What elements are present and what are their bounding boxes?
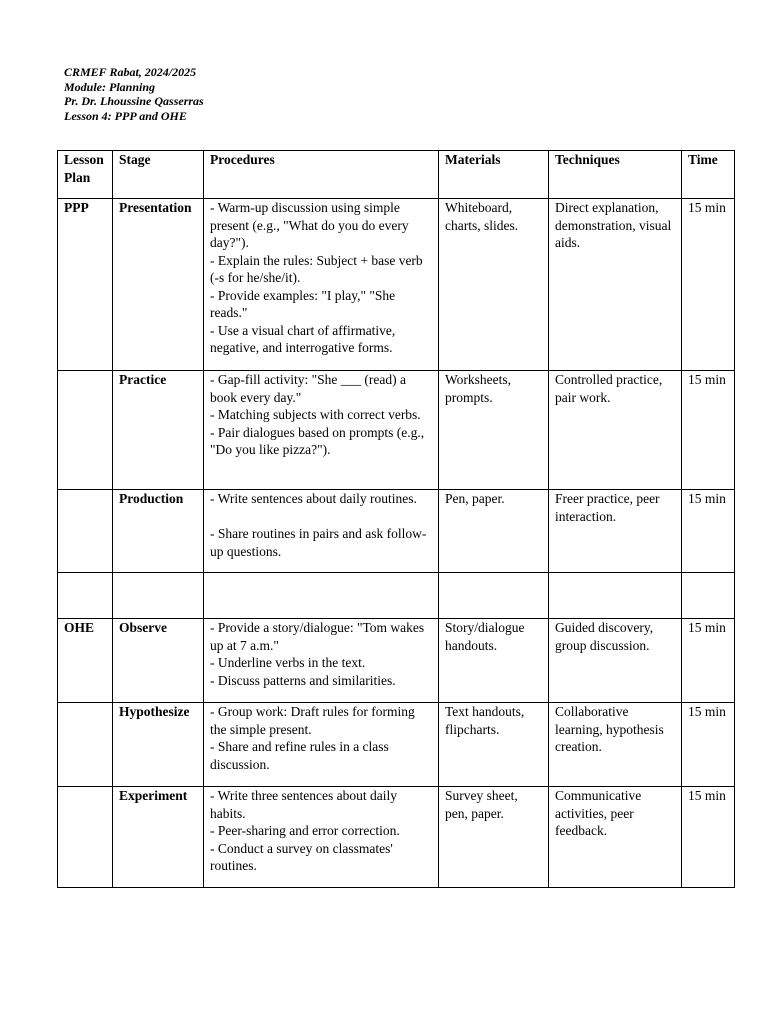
lesson-plan-cell	[58, 371, 113, 490]
stage-cell: Presentation	[113, 199, 204, 371]
procedure-item: - Share and refine rules in a class discussion.	[210, 739, 389, 772]
procedures-cell	[204, 490, 439, 573]
time-cell: 15 min	[682, 787, 735, 888]
table-body	[58, 199, 735, 888]
procedure-item: - Peer-sharing and error correction.	[210, 823, 400, 838]
document-header	[64, 65, 204, 123]
procedure-item: - Underline verbs in the text.	[210, 655, 366, 670]
lesson-plan-cell: OHE	[58, 619, 113, 703]
time-cell	[682, 573, 735, 619]
time-cell: 15 min	[682, 371, 735, 490]
stage-cell	[113, 573, 204, 619]
materials-cell: Whiteboard, charts, slides.	[439, 199, 549, 371]
header-instructor: Pr. Dr. Lhoussine Qasserras	[64, 94, 204, 108]
column-header-time: Time	[682, 151, 735, 199]
procedure-item: - Provide examples: "I play," "She reads."	[210, 287, 396, 320]
procedure-item: - Matching subjects with correct verbs.	[210, 407, 421, 422]
table-row	[58, 573, 735, 619]
table-row	[58, 490, 735, 573]
procedures-cell	[204, 703, 439, 787]
time-cell: 15 min	[682, 703, 735, 787]
column-header-stage: Stage	[113, 151, 204, 199]
materials-cell: Worksheets, prompts.	[439, 371, 549, 490]
procedure-item: - Write sentences about daily routines.	[210, 491, 417, 506]
time-cell: 15 min	[682, 490, 735, 573]
table-row	[58, 703, 735, 787]
procedure-item: - Discuss patterns and similarities.	[210, 672, 396, 688]
table-row	[58, 371, 735, 490]
lesson-plan-cell	[58, 787, 113, 888]
procedures-cell	[204, 619, 439, 703]
column-header-materials: Materials	[439, 151, 549, 199]
header-institution: CRMEF Rabat, 2024/2025	[64, 65, 197, 79]
column-header-procedures: Procedures	[204, 151, 439, 199]
lesson-plan-cell	[58, 573, 113, 619]
procedures-cell	[204, 573, 439, 619]
lesson-plan-cell	[58, 490, 113, 573]
procedure-item: - Warm-up discussion using simple present (e.g., "What do you do every day?").	[210, 200, 409, 250]
time-cell: 15 min	[682, 199, 735, 371]
procedure-item: - Provide a story/dialogue: "Tom wakes up at 7 a.m."	[210, 620, 425, 653]
procedure-item: - Use a visual chart of affirmative, negative, and interrogative forms.	[210, 322, 396, 355]
techniques-cell: Guided discovery, group discussion.	[549, 619, 682, 703]
materials-cell: Pen, paper.	[439, 490, 549, 573]
procedure-item: - Group work: Draft rules for forming the simple present.	[210, 704, 415, 737]
procedure-item: - Pair dialogues based on prompts (e.g., "Do you like pizza?").	[210, 424, 425, 457]
materials-cell: Text handouts, flipcharts.	[439, 703, 549, 787]
column-header-lesson-plan: Lesson Plan	[58, 151, 113, 199]
procedures-cell	[204, 787, 439, 888]
table-row	[58, 619, 735, 703]
techniques-cell: Direct explanation, demonstration, visual aids.	[549, 199, 682, 371]
lesson-plan-table	[57, 150, 735, 888]
techniques-cell	[549, 573, 682, 619]
stage-cell: Practice	[113, 371, 204, 490]
stage-cell: Experiment	[113, 787, 204, 888]
procedure-item: - Conduct a survey on classmates' routines.	[210, 840, 393, 873]
lesson-plan-cell: PPP	[58, 199, 113, 371]
table-row	[58, 787, 735, 888]
techniques-cell: Controlled practice, pair work.	[549, 371, 682, 490]
materials-cell: Story/dialogue handouts.	[439, 619, 549, 703]
techniques-cell: Freer practice, peer interaction.	[549, 490, 682, 573]
procedures-cell	[204, 199, 439, 371]
procedure-item: - Gap-fill activity: "She ___ (read) a book every day."	[210, 372, 406, 405]
techniques-cell: Collaborative learning, hypothesis creation.	[549, 703, 682, 787]
materials-cell: Survey sheet, pen, paper.	[439, 787, 549, 888]
procedures-cell	[204, 371, 439, 490]
stage-cell: Observe	[113, 619, 204, 703]
table-row	[58, 199, 735, 371]
procedure-item: - Explain the rules: Subject + base verb (-s for he/she/it).	[210, 252, 423, 285]
stage-cell: Production	[113, 490, 204, 573]
techniques-cell: Communicative activities, peer feedback.	[549, 787, 682, 888]
column-header-techniques: Techniques	[549, 151, 682, 199]
stage-cell: Hypothesize	[113, 703, 204, 787]
procedure-item: - Share routines in pairs and ask follow-up questions.	[210, 526, 427, 559]
header-lesson: Lesson 4: PPP and OHE	[64, 108, 187, 123]
procedure-item: - Write three sentences about daily habits.	[210, 788, 398, 821]
table-header-row	[58, 151, 735, 199]
materials-cell	[439, 573, 549, 619]
header-module: Module: Planning	[64, 79, 156, 94]
lesson-plan-cell	[58, 703, 113, 787]
time-cell: 15 min	[682, 619, 735, 703]
